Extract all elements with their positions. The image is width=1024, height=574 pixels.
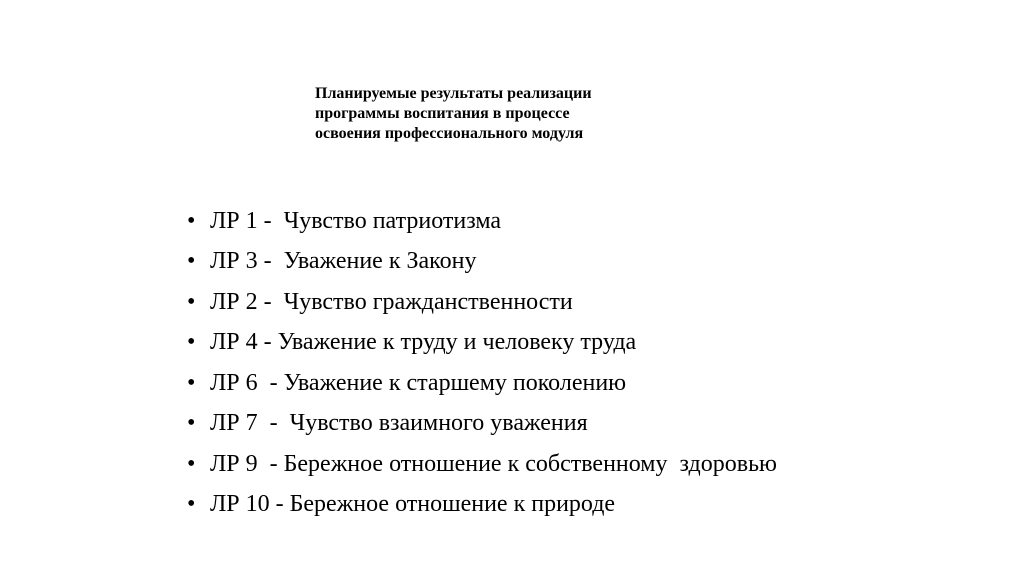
item-text: ЛР 4 - Уважение к труду и человеку труда	[210, 329, 637, 355]
item-text: ЛР 7 - Чувство взаимного уважения	[210, 410, 588, 436]
bullet-icon: •	[187, 369, 196, 396]
results-list	[151, 160, 777, 517]
bullet-icon: •	[187, 248, 196, 274]
title-line: программы воспитания в процессе	[315, 105, 570, 122]
bullet-icon: •	[187, 207, 196, 234]
title-line: освоения профессионального модуля	[315, 125, 584, 142]
bullet-icon: •	[187, 410, 196, 436]
item-text: ЛР 2 - Чувство гражданственности	[210, 288, 573, 315]
item-text: ЛР 6 - Уважение к старшему поколению	[210, 369, 627, 396]
title-line: Планируемые результаты реализации	[315, 85, 592, 102]
item-text: ЛР 3 - Уважение к Закону	[210, 248, 477, 274]
bullet-icon: •	[187, 450, 196, 477]
bullet-icon: •	[187, 288, 196, 315]
item-text: ЛР 1 - Чувство патриотизма	[210, 207, 502, 234]
slide-title	[315, 84, 715, 144]
list-item	[151, 160, 777, 234]
bullet-icon: •	[187, 491, 196, 517]
item-text: ЛР 10 - Бережное отношение к природе	[210, 491, 616, 517]
item-text: ЛР 9 - Бережное отношение к собственному здоровью	[210, 450, 777, 477]
bullet-icon: •	[187, 329, 196, 355]
